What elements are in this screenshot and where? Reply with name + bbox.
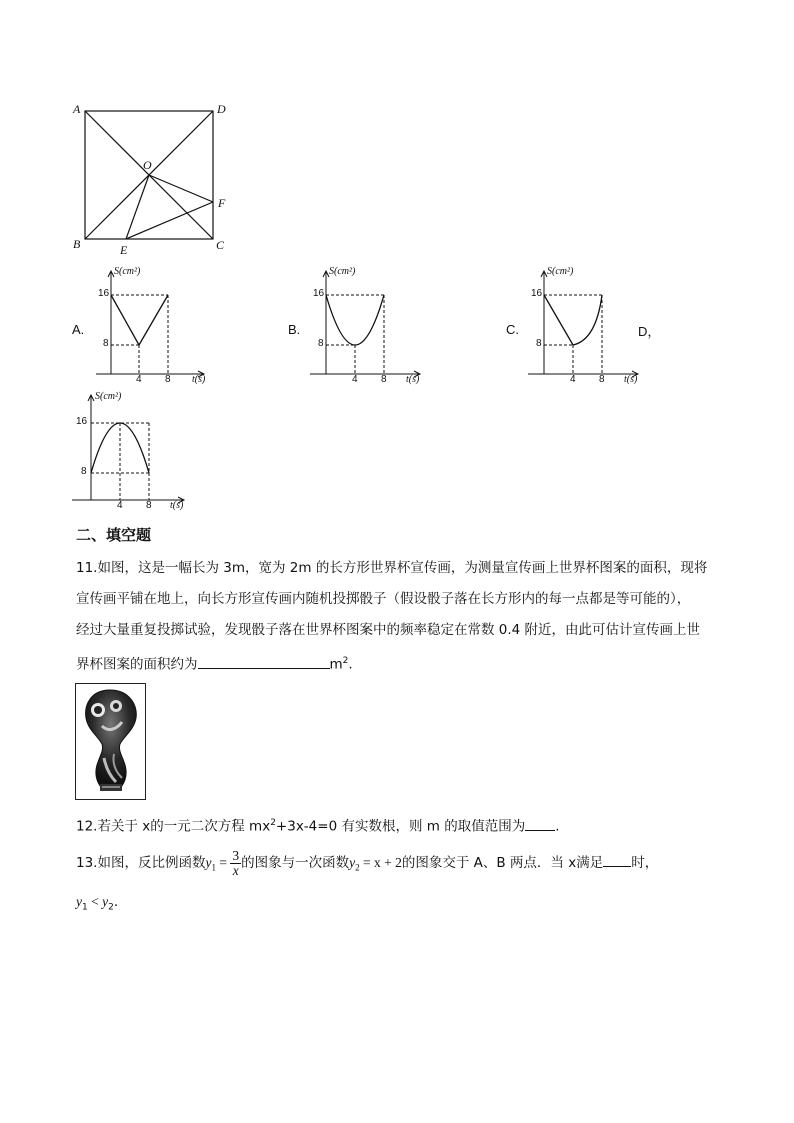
option-d-letter: D，: [638, 324, 661, 339]
q13-line2-end: .: [113, 894, 119, 910]
graph-d-tick-8x: 8: [146, 500, 152, 511]
q13-line1: [76, 846, 716, 886]
graph-c-xlabel: t(s): [624, 374, 638, 385]
label-e: E: [120, 243, 128, 257]
q11-line2: 宣传画平铺在地上，向长方形宣传画内随机投掷骰子（假设骰子落在长方形内的每一点都是等可能的），: [76, 591, 691, 607]
q13-sub2: 2: [355, 862, 360, 873]
graph-a-xlabel: t(s): [192, 374, 206, 385]
graph-d-plot: [60, 390, 210, 516]
graph-option-c: [500, 264, 650, 390]
q13-end: 时，: [631, 855, 659, 871]
graph-option-a: [66, 264, 216, 390]
q13-line2-sub1: 1: [82, 902, 88, 913]
option-c-letter: C.: [506, 322, 519, 337]
q13-line2-y1: y: [76, 894, 82, 909]
graph-d-ylabel: S(cm²): [95, 391, 122, 402]
q12-sup: 2: [270, 818, 276, 828]
q13-line2-lt: <: [87, 894, 103, 909]
label-d: D: [217, 102, 226, 116]
graph-d-xlabel: t(s): [170, 500, 184, 511]
graph-c-plot: [500, 264, 650, 390]
label-o: O: [143, 158, 152, 172]
q11-end: .: [348, 656, 353, 673]
graph-a-plot: [66, 264, 216, 390]
q12-line: [76, 813, 716, 837]
graph-c-tick-16: 16: [531, 288, 543, 299]
q13-mid: 的图象与一次函数: [241, 855, 350, 871]
q12-end: .: [555, 818, 560, 835]
graph-c-tick-8y: 8: [536, 338, 542, 349]
label-a: A: [73, 102, 81, 116]
q11-unit: m: [329, 656, 343, 673]
q11-line4: [76, 651, 716, 675]
graph-b-tick-16: 16: [313, 288, 325, 299]
q12-mid: +3x-4=0 有实数根，则 m 的取值范围为: [275, 818, 526, 835]
graph-b-curve: [326, 295, 384, 345]
world-cup-trophy-image: [75, 683, 146, 800]
graph-b-plot: [282, 264, 432, 390]
q12-prefix: 12.若关于 x的一元二次方程 mx: [76, 818, 271, 835]
graph-a-tick-8x: 8: [165, 374, 171, 385]
q11-line1: 11.如图，这是一幅长为 3m，宽为 2m 的长方形世界杯宣传画，为测量宣传画上世界杯图案的面积，现将: [76, 560, 708, 576]
q13-y1: y: [205, 855, 212, 870]
label-b: B: [73, 237, 81, 251]
graph-a-tick-8y: 8: [103, 338, 109, 349]
option-b-letter: B.: [288, 322, 301, 337]
graph-a-curve: [111, 295, 168, 345]
segment-ef: [126, 202, 213, 239]
graph-option-b: [282, 264, 432, 390]
segment-oe: [126, 175, 149, 239]
graph-c-tick-8x: 8: [599, 374, 605, 385]
graph-a-ylabel: S(cm²): [114, 266, 141, 277]
graph-b-tick-8y: 8: [318, 338, 324, 349]
square-figure: [70, 98, 240, 258]
q13-mid2: 的图象交于 A、B 两点．当 x满足: [401, 855, 604, 871]
q13-eq: =: [215, 855, 231, 870]
graph-c-ylabel: S(cm²): [547, 266, 574, 277]
q13-prefix: 13.如图，反比例函数: [76, 855, 206, 871]
q11-line3: 经过大量重复投掷试验，发现骰子落在世界杯图案中的频率稳定在常数 0.4 附近，由此可估计宣传画上世: [76, 622, 701, 638]
graph-b-ylabel: S(cm²): [329, 266, 356, 277]
graph-b-xlabel: t(s): [406, 374, 420, 385]
option-a-letter: A.: [72, 322, 85, 337]
graph-d-tick-4: 4: [117, 500, 123, 511]
q12-answer-blank[interactable]: [525, 816, 555, 831]
q13-numerator: 3: [232, 847, 240, 863]
label-f: F: [218, 196, 226, 210]
q13-line2-sub2: 2: [108, 902, 114, 913]
graph-d-tick-8y: 8: [81, 466, 87, 477]
graph-a-tick-16: 16: [98, 288, 110, 299]
q13-answer-blank[interactable]: [603, 852, 631, 867]
graph-c-tick-4: 4: [570, 374, 576, 385]
q13-fraction: [230, 849, 241, 878]
q11-line4-prefix: 界杯图案的面积约为: [76, 656, 198, 673]
q11-answer-blank[interactable]: [198, 654, 330, 669]
label-c: C: [216, 238, 225, 252]
q13-line2-y2: y: [102, 894, 109, 909]
q11-unit-sup: 2: [342, 656, 349, 666]
trophy-icon: [76, 684, 145, 799]
graph-c-curve: [544, 295, 602, 345]
graph-b-tick-4: 4: [352, 374, 358, 385]
graph-option-d: [60, 390, 210, 516]
q13-denominator: x: [232, 862, 239, 878]
section-title: 二、填空题: [76, 526, 152, 544]
graph-a-tick-4: 4: [136, 374, 142, 385]
graph-d-tick-16: 16: [76, 416, 88, 427]
q13-y2: y: [349, 855, 356, 870]
q13-line2: [76, 892, 716, 918]
q13-sub1: 1: [211, 862, 216, 873]
segment-of: [149, 175, 213, 202]
q13-eq2: = x + 2: [359, 855, 402, 870]
graph-b-tick-8x: 8: [381, 374, 387, 385]
